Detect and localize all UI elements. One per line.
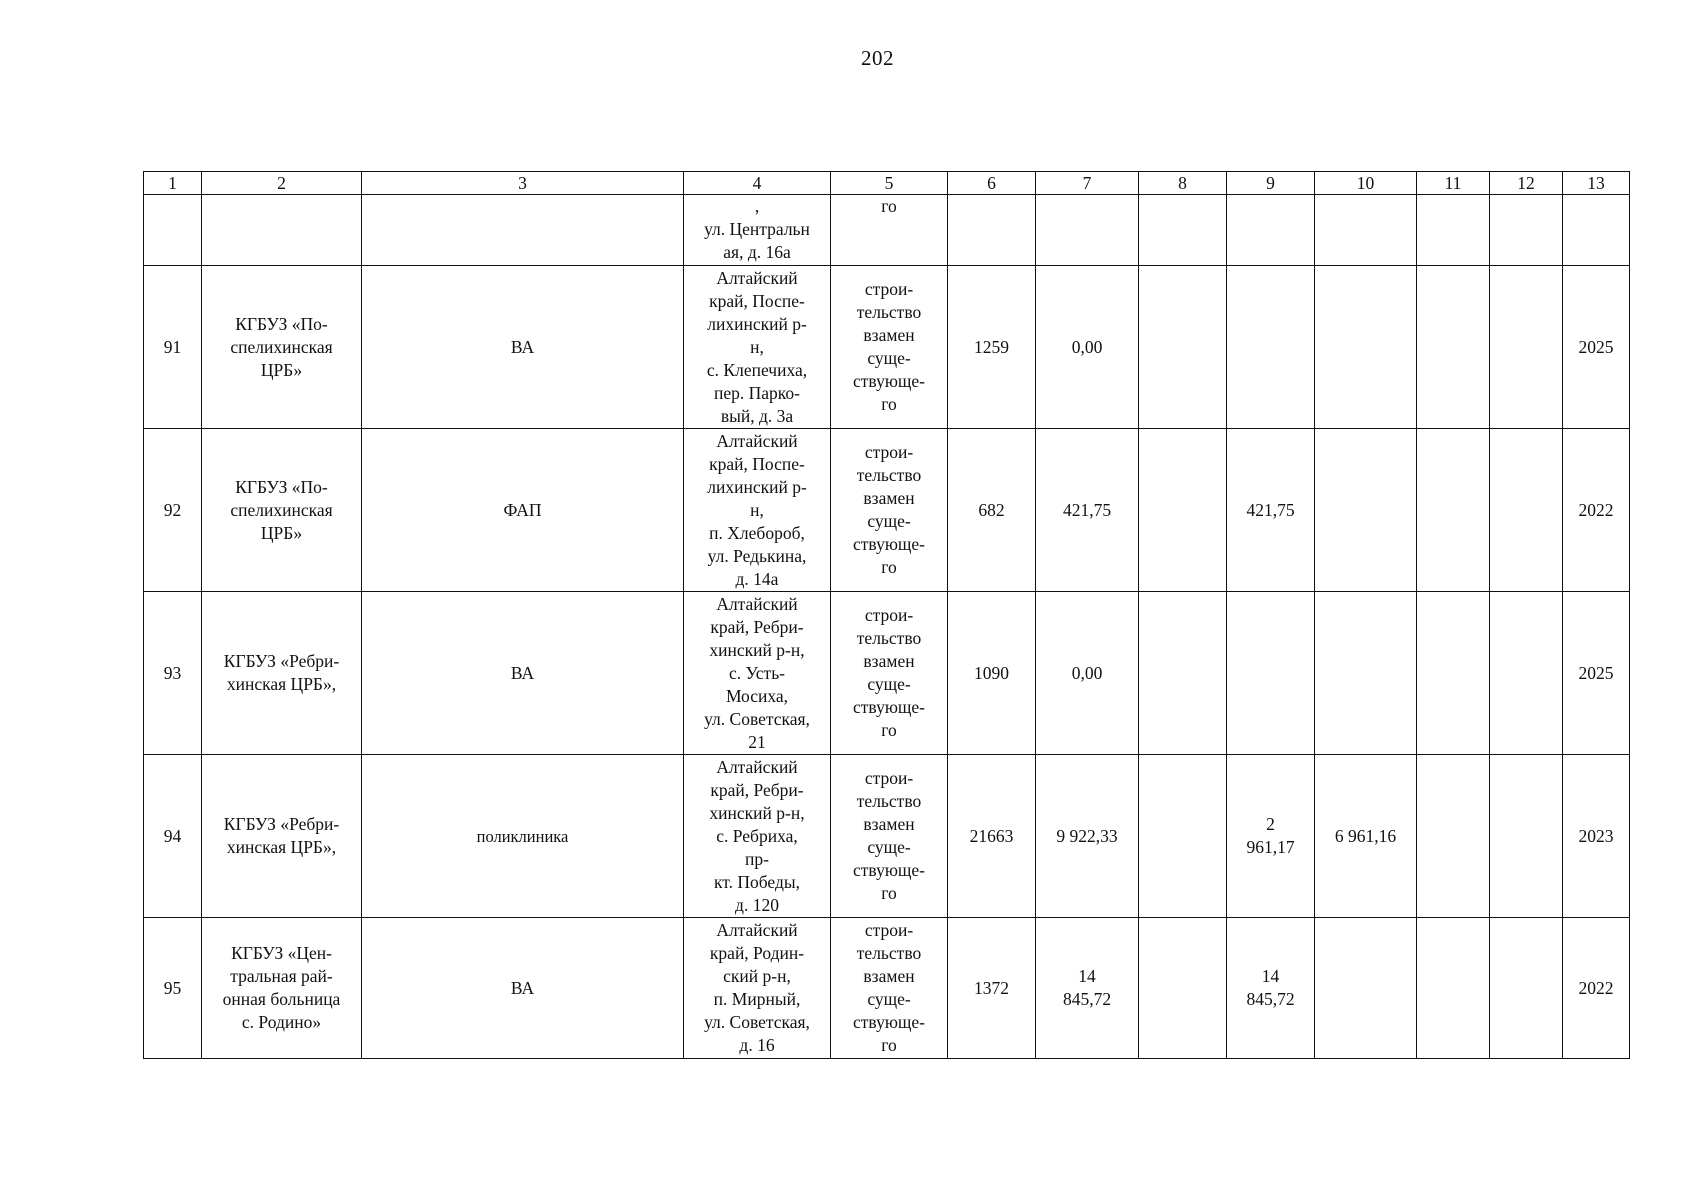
column-header: 6: [948, 172, 1036, 195]
table-cell: [202, 195, 362, 266]
column-header: 11: [1417, 172, 1490, 195]
table-cell: [1490, 266, 1563, 429]
object-cell: ВА: [362, 266, 684, 429]
year-cell: 2022: [1563, 429, 1630, 592]
value-text: 0,00: [1071, 336, 1103, 357]
table-cell: [1490, 195, 1563, 266]
value-text: 9 922,33: [1056, 825, 1118, 846]
column-header: 2: [202, 172, 362, 195]
page-number: 202: [861, 46, 894, 70]
organization-text: КГБУЗ «Ребри- хинская ЦРБ»,: [223, 814, 340, 857]
work-type-cell: [831, 266, 948, 429]
table-cell: 21663: [948, 755, 1036, 918]
table-row: [144, 755, 1630, 918]
row-number: 94: [144, 755, 202, 918]
row-number: 95: [144, 918, 202, 1059]
organization-cell: [202, 918, 362, 1059]
table-cell: [1563, 195, 1630, 266]
column-header: 7: [1036, 172, 1139, 195]
table-cell: [1139, 266, 1227, 429]
address-cell: [684, 918, 831, 1059]
table-cell: [1036, 755, 1139, 918]
table-cell: [1417, 918, 1490, 1059]
organization-cell: [202, 266, 362, 429]
table-row: [144, 266, 1630, 429]
object-cell: ВА: [362, 918, 684, 1059]
row-number: 91: [144, 266, 202, 429]
table-cell: 1372: [948, 918, 1036, 1059]
table-cell: [1139, 592, 1227, 755]
address-cell: [684, 592, 831, 755]
work-type-text: строи- тельство взамен суще- ствующе- го: [853, 279, 925, 414]
work-type-cell: [831, 918, 948, 1059]
address-cell: [684, 266, 831, 429]
table-cell: [1417, 592, 1490, 755]
organization-cell: [202, 429, 362, 592]
column-header: 8: [1139, 172, 1227, 195]
table-cell: [1227, 429, 1315, 592]
address-text: Алтайский край, Ребри- хинский р-н, с. Ребриха, пр- кт. Победы, д. 120: [709, 756, 805, 915]
column-header: 3: [362, 172, 684, 195]
address-text: Алтайский край, Поспе- лихинский р- н, с. Клепечиха, пер. Парко- вый, д. 3а: [706, 267, 808, 426]
work-type-cell: [831, 429, 948, 592]
table-cell: [1036, 592, 1139, 755]
table-cell: [1490, 429, 1563, 592]
table-cell: [1417, 429, 1490, 592]
table-cell: [1490, 592, 1563, 755]
table-cell: [684, 195, 831, 266]
table-cell: [1315, 266, 1417, 429]
table-cell: [1490, 918, 1563, 1059]
year-cell: 2022: [1563, 918, 1630, 1059]
address-text: Алтайский край, Поспе- лихинский р- н, п. Хлебороб, ул. Редькина, д. 14а: [707, 430, 807, 589]
row-number: 92: [144, 429, 202, 592]
table-cell: 6 961,16: [1315, 755, 1417, 918]
column-header: 10: [1315, 172, 1417, 195]
object-cell: ВА: [362, 592, 684, 755]
table-cell: [362, 195, 684, 266]
organization-text: КГБУЗ «Ребри- хинская ЦРБ»,: [223, 651, 340, 694]
address-text: , ул. Центральн ая, д. 16а: [704, 196, 810, 262]
work-type-cell: [831, 592, 948, 755]
column-header: 4: [684, 172, 831, 195]
table-cell: [1417, 755, 1490, 918]
table-row: [144, 918, 1630, 1059]
table-cell: 682: [948, 429, 1036, 592]
table-cell: [1227, 592, 1315, 755]
value-text: 14 845,72: [1246, 966, 1295, 1009]
table-cell: [831, 195, 948, 266]
year-cell: 2025: [1563, 592, 1630, 755]
organization-text: КГБУЗ «Цен- тральная рай- онная больница с. Родино»: [222, 943, 341, 1032]
value-text: 421,75: [1246, 499, 1295, 520]
organization-cell: [202, 592, 362, 755]
table-row: [144, 429, 1630, 592]
column-header: 5: [831, 172, 948, 195]
table-cell: [1227, 195, 1315, 266]
table-cell: [1315, 918, 1417, 1059]
table-cell: [1139, 429, 1227, 592]
organization-cell: [202, 755, 362, 918]
work-type-text: строи- тельство взамен суще- ствующе- го: [853, 920, 925, 1055]
column-header: 9: [1227, 172, 1315, 195]
table-row: [144, 592, 1630, 755]
table-cell: [1315, 592, 1417, 755]
organization-text: КГБУЗ «По- спелихинская ЦРБ»: [230, 313, 333, 380]
object-cell: ФАП: [362, 429, 684, 592]
value-text: 0,00: [1071, 662, 1103, 683]
table-cell: [1490, 755, 1563, 918]
table-cell: [1036, 195, 1139, 266]
work-type-text: строи- тельство взамен суще- ствующе- го: [853, 605, 925, 740]
continuation-row: [144, 195, 1630, 266]
work-type-text: строи- тельство взамен суще- ствующе- го: [853, 768, 925, 903]
table-cell: [1036, 429, 1139, 592]
table-cell: [144, 195, 202, 266]
row-number: 93: [144, 592, 202, 755]
table-cell: [948, 195, 1036, 266]
column-header: 1: [144, 172, 202, 195]
table-cell: [1227, 266, 1315, 429]
column-header: 13: [1563, 172, 1630, 195]
table-cell: [1139, 755, 1227, 918]
table-cell: [1139, 918, 1227, 1059]
table-cell: [1417, 195, 1490, 266]
value-text: 421,75: [1062, 499, 1112, 520]
address-cell: [684, 755, 831, 918]
type-text: го: [881, 196, 897, 216]
table-cell: [1036, 266, 1139, 429]
table-cell: [1417, 266, 1490, 429]
year-cell: 2025: [1563, 266, 1630, 429]
address-text: Алтайский край, Родин- ский р-н, п. Мирный, ул. Советская, д. 16: [704, 920, 810, 1055]
table-cell: [1227, 918, 1315, 1059]
table-cell: [1315, 195, 1417, 266]
address-text: Алтайский край, Ребри- хинский р-н, с. Усть- Мосиха, ул. Советская, 21: [704, 593, 810, 752]
column-header: 12: [1490, 172, 1563, 195]
table-cell: [1036, 918, 1139, 1059]
year-cell: 2023: [1563, 755, 1630, 918]
table-cell: 1259: [948, 266, 1036, 429]
work-type-text: строи- тельство взамен суще- ствующе- го: [853, 442, 925, 577]
table-cell: [1227, 755, 1315, 918]
work-type-cell: [831, 755, 948, 918]
object-cell: поликлиника: [362, 755, 684, 918]
organization-text: КГБУЗ «По- спелихинская ЦРБ»: [230, 476, 333, 543]
data-table: [143, 171, 1630, 1059]
table-cell: [1315, 429, 1417, 592]
address-cell: [684, 429, 831, 592]
value-text: 14 845,72: [1062, 966, 1112, 1009]
value-text: 2 961,17: [1246, 814, 1295, 857]
header-row: [144, 172, 1630, 195]
table-cell: 1090: [948, 592, 1036, 755]
table-cell: [1139, 195, 1227, 266]
